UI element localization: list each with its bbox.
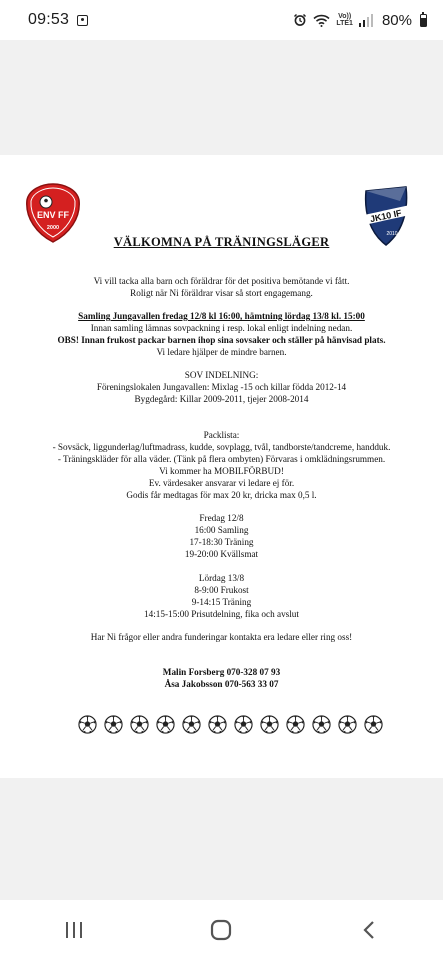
gathering-detail: Innan samling lämnas sovpackning i resp. lokal enligt indelning nedan.	[90, 323, 353, 333]
saturday-schedule-line: Lördag 13/8	[198, 573, 245, 583]
contact-line: Malin Forsberg 070-328 07 93	[162, 667, 281, 677]
football-icon	[312, 715, 331, 734]
football-icon	[130, 715, 149, 734]
sov-heading: SOV INDELNING:	[184, 370, 259, 380]
football-icon	[182, 715, 201, 734]
logo-right-text: JK10 IF	[369, 207, 403, 225]
friday-schedule-line: 17-18:30 Träning	[189, 537, 254, 547]
back-icon	[362, 920, 376, 940]
logo-right-year: 2010	[386, 231, 398, 237]
gathering-line	[0, 311, 443, 322]
volte-line2: LTE1	[336, 20, 353, 27]
intro-line: Roligt när Ni föräldrar visar så stort engagemang.	[130, 288, 313, 298]
contact-line: Åsa Jakobsson 070-563 33 07	[164, 679, 279, 689]
football-row	[78, 715, 383, 734]
status-bar	[0, 0, 443, 40]
gathering-text: Samling Jungavallen fredag 12/8 kl 16:00, hämtning lördag 13/8 kl. 15:00	[78, 311, 365, 321]
recent-apps-icon	[64, 921, 84, 939]
volte-line1: Vo))	[338, 13, 352, 20]
packlist-line: Vi kommer ha MOBILFÖRBUD!	[159, 466, 284, 476]
packlist-line: - Träningskläder för alla väder. (Tänk på flera ombyten) Förvaras i omklädningsrummen.	[57, 454, 386, 464]
volte-indicator	[336, 13, 353, 27]
packlist-line: - Sovsäck, liggunderlag/luftmadrass, kudde, sovplagg, tvål, tandborste/tandcreme, handduk.	[52, 442, 391, 452]
packlist-heading: Packlista:	[203, 430, 240, 440]
battery-percentage: 80%	[381, 11, 412, 29]
recent-apps-button[interactable]	[44, 910, 104, 950]
sov-line: Föreningslokalen Jungavallen: Mixlag -15 och killar födda 2012-14	[96, 382, 347, 392]
wifi-icon	[313, 14, 330, 27]
packlist-line: Godis får medtagas för max 20 kr, dricka max 0,5 l.	[126, 490, 317, 500]
football-icon	[234, 715, 253, 734]
gathering-detail: OBS! Innan frukost packar barnen ihop sina sovsaker och ställer på hänvisad plats.	[57, 335, 386, 345]
home-icon	[210, 919, 232, 941]
gathering-detail: Vi ledare hjälper de mindre barnen.	[156, 347, 287, 357]
football-icon	[364, 715, 383, 734]
football-icon	[260, 715, 279, 734]
page-title-text: VÄLKOMNA PÅ TRÄNINGSLÄGER	[113, 235, 330, 249]
status-icons	[293, 12, 427, 29]
signal-icon	[359, 14, 373, 27]
alarm-icon	[293, 13, 307, 27]
football-icon	[208, 715, 227, 734]
battery-icon	[420, 14, 427, 27]
friday-schedule-line: Fredag 12/8	[199, 513, 244, 523]
saturday-schedule-line: 8-9:00 Frukost	[194, 585, 249, 595]
football-icon	[104, 715, 123, 734]
football-icon	[286, 715, 305, 734]
sov-line: Bygdegård: Killar 2009-2011, tjejer 2008-2014	[134, 394, 309, 404]
logo-left-text: ENV FF	[36, 210, 70, 220]
football-icon	[338, 715, 357, 734]
friday-schedule-line: 19-20:00 Kvällsmat	[184, 549, 259, 559]
page-title	[0, 235, 443, 250]
gallery-notification-icon	[77, 15, 88, 26]
navigation-bar	[0, 900, 443, 960]
back-button[interactable]	[339, 910, 399, 950]
home-button[interactable]	[191, 910, 251, 950]
football-icon	[78, 715, 97, 734]
status-time: 09:53	[28, 11, 70, 28]
saturday-schedule-line: 14:15-15:00 Prisutdelning, fika och avslut	[144, 609, 299, 619]
intro-line: Vi vill tacka alla barn och föräldrar för det positiva bemötande vi fått.	[93, 276, 350, 286]
football-icon	[156, 715, 175, 734]
questions-line: Har Ni frågor eller andra funderingar kontakta era ledare eller ring oss!	[90, 632, 353, 642]
document-page	[0, 155, 443, 778]
friday-schedule-line: 16:00 Samling	[194, 525, 249, 535]
logo-left-year: 2000	[46, 225, 60, 231]
packlist-line: Ev. värdesaker ansvarar vi ledare ej för.	[148, 478, 295, 488]
saturday-schedule-line: 9-14:15 Träning	[191, 597, 252, 607]
